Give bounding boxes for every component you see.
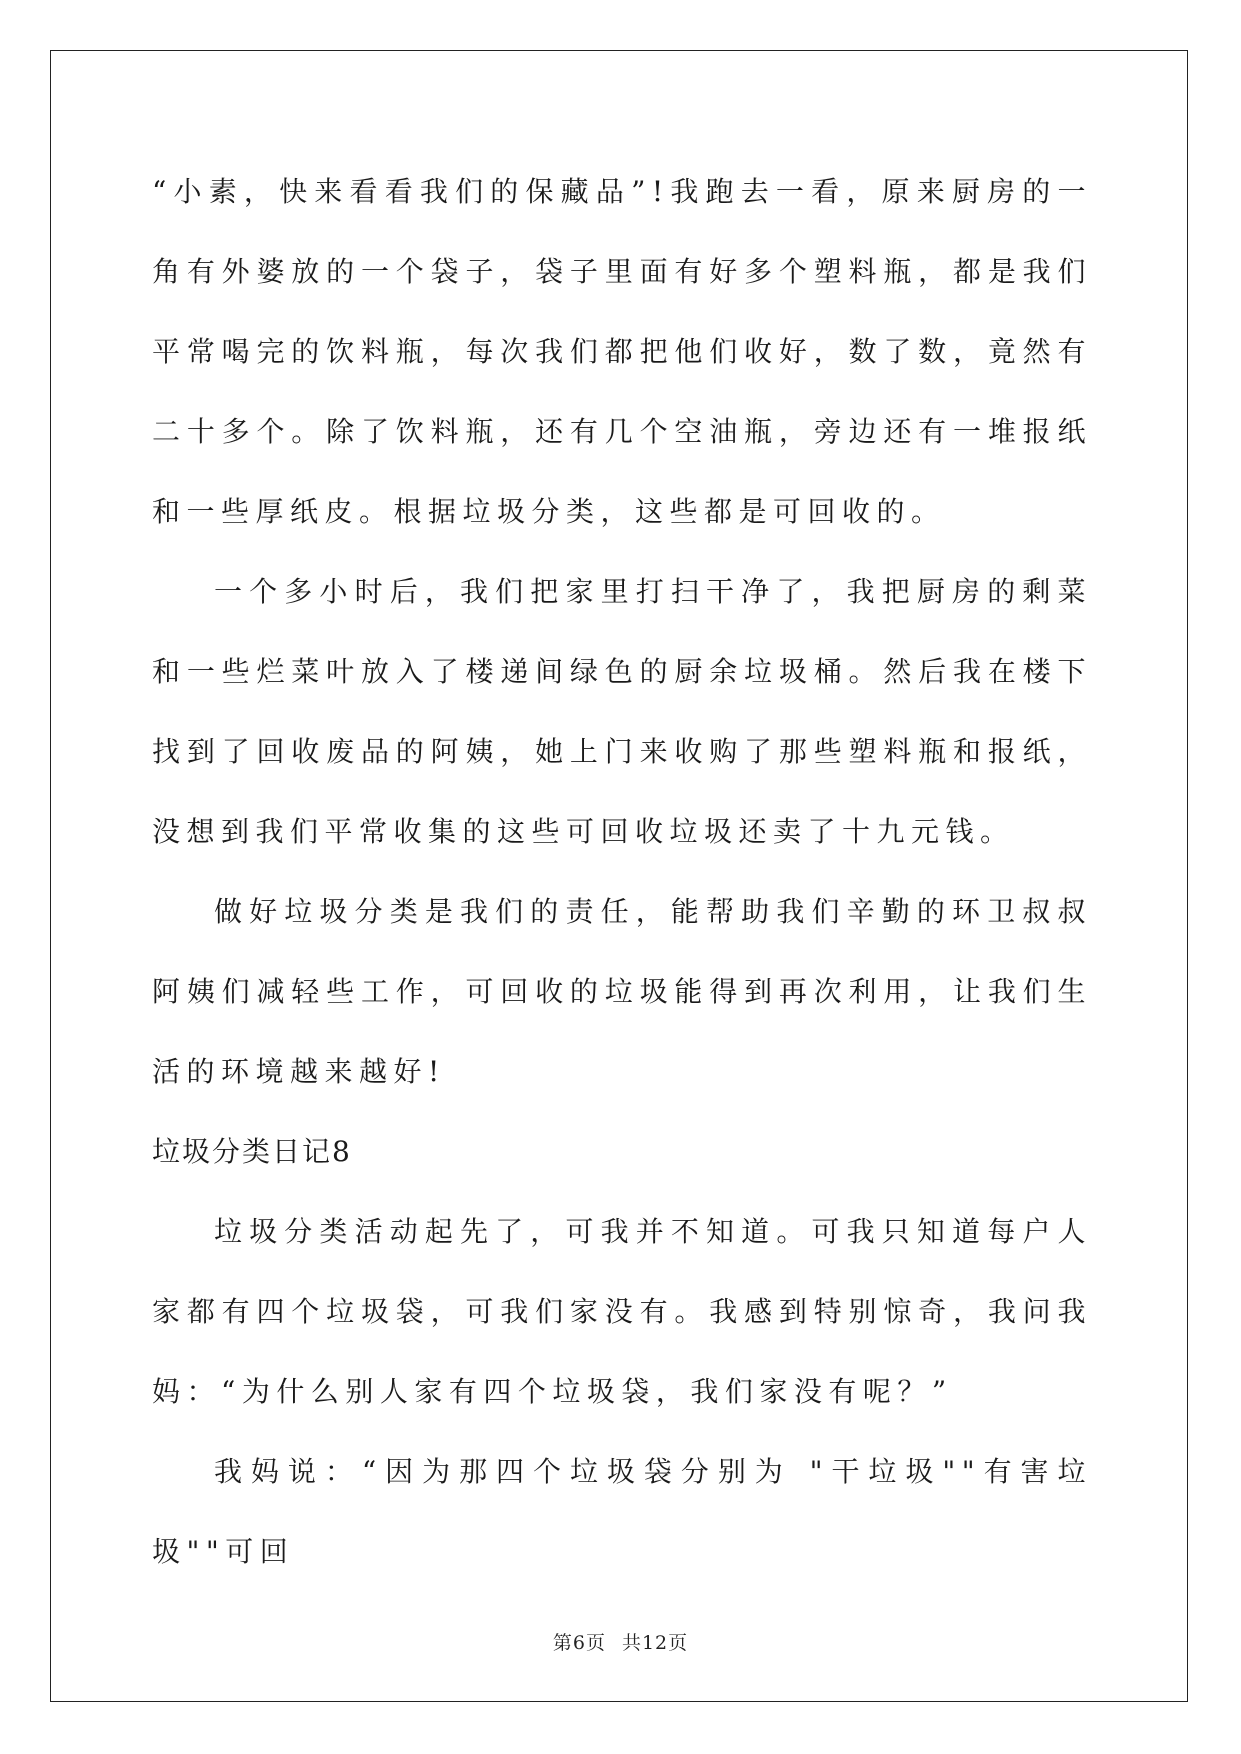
page-number: 第6页 — [552, 1632, 606, 1654]
paragraph: 做好垃圾分类是我们的责任，能帮助我们辛勤的环卫叔叔阿姨们减轻些工作，可回收的垃圾能得到再次利用，让我们生活的环境越来越好! — [152, 895, 1092, 1088]
document-body — [152, 152, 1092, 1592]
paragraph: 一个多小时后，我们把家里打扫干净了，我把厨房的剩菜和一些烂菜叶放入了楼递间绿色的厨余垃圾桶。然后我在楼下找到了回收废品的阿姨，她上门来收购了那些塑料瓶和报纸，没想到我们平常收集的这些可回收垃圾还卖了十九元钱。 — [152, 575, 1092, 848]
page-footer — [0, 1628, 1241, 1655]
paragraph: 垃圾分类活动起先了，可我并不知道。可我只知道每户人家都有四个垃圾袋，可我们家没有。我感到特别惊奇，我问我妈：“为什么别人家有四个垃圾袋，我们家没有呢？” — [152, 1215, 1092, 1408]
paragraph: “小素，快来看看我们的保藏品”!我跑去一看，原来厨房的一角有外婆放的一个袋子，袋子里面有好多个塑料瓶，都是我们平常喝完的饮料瓶，每次我们都把他们收好，数了数，竟然有二十多个。除了饮料瓶，还有几个空油瓶，旁边还有一堆报纸和一些厚纸皮。根据垃圾分类，这些都是可回收的。 — [152, 175, 1092, 528]
section-heading: 垃圾分类日记8 — [152, 1135, 352, 1168]
page-total: 共12页 — [621, 1632, 689, 1654]
paragraph: 我妈说：“因为那四个垃圾袋分别为 "干垃圾""有害垃圾""可回 — [152, 1455, 1092, 1568]
